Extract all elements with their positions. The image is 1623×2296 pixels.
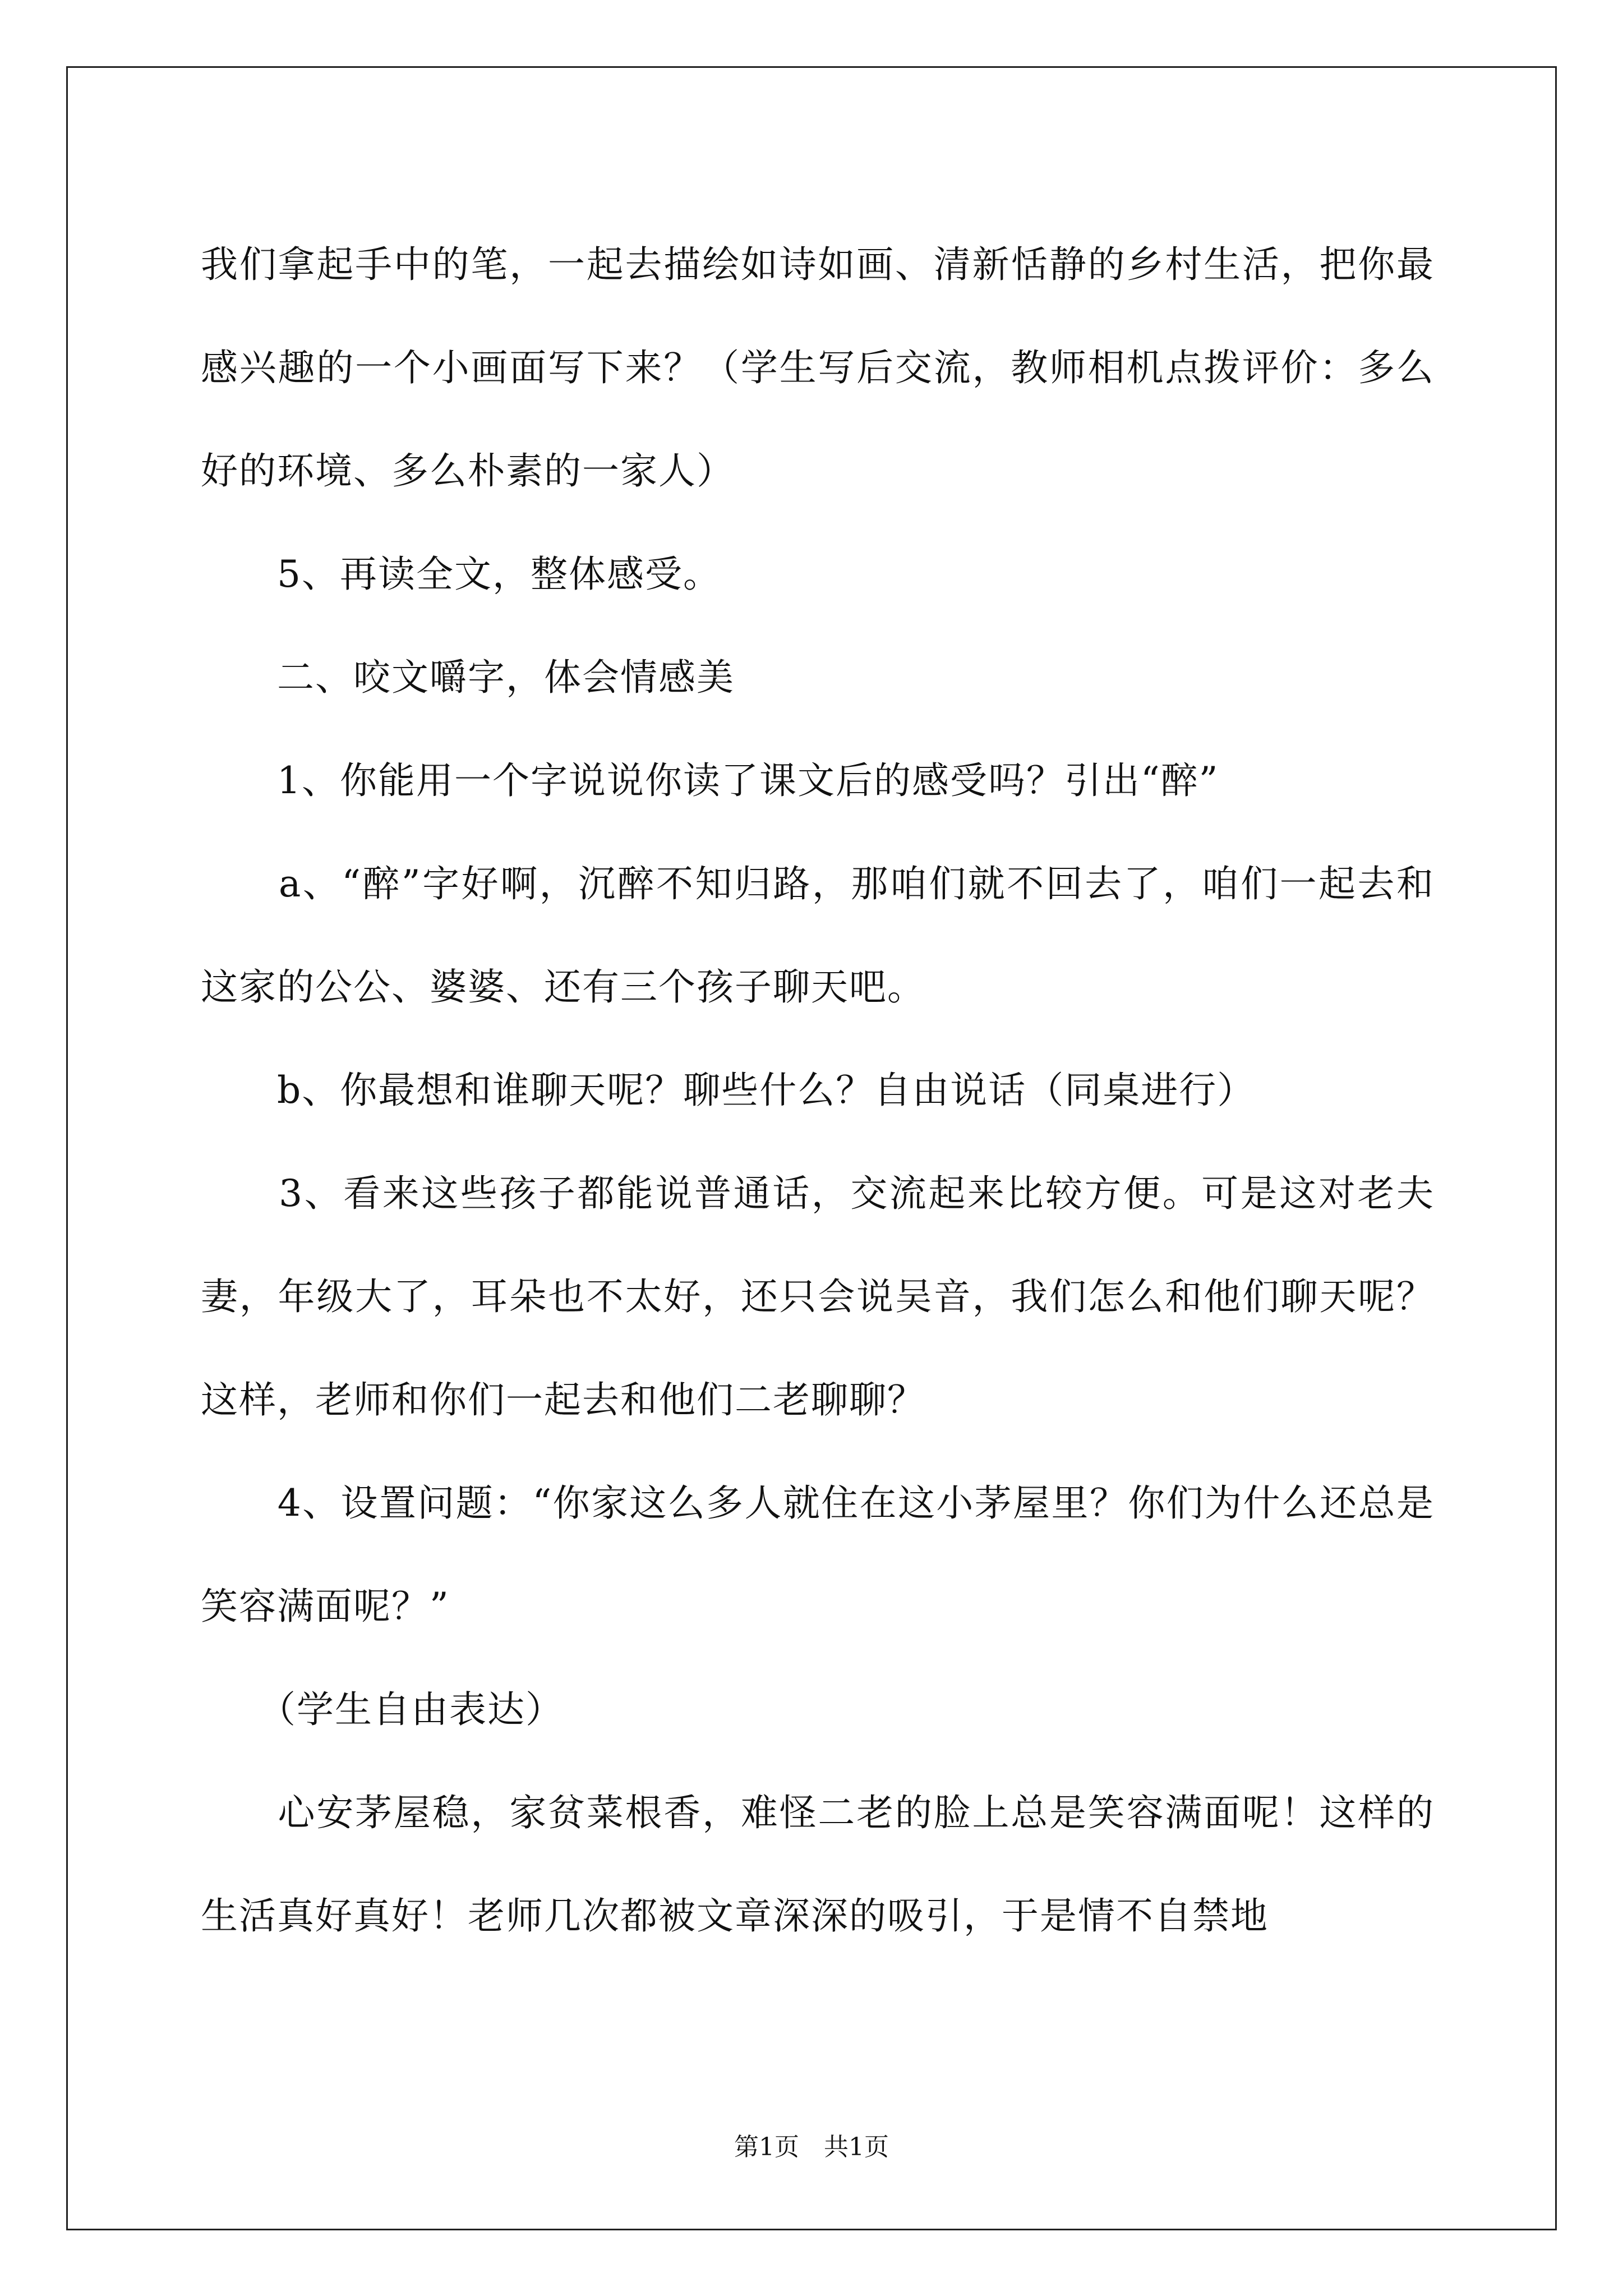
paragraph-8: 4、设置问题：“你家这么多人就住在这小茅屋里？你们为什么还总是笑容满面呢？” <box>201 1481 1435 1628</box>
paragraph-1: 我们拿起手中的笔，一起去描绘如诗如画、清新恬静的乡村生活，把你最感兴趣的一个小画面写下来？（学生写后交流，教师相机点拨评价：多么好的环境、多么朴素的一家人） <box>201 243 1435 493</box>
paragraph-3: 二、咬文嚼字，体会情感美 <box>201 656 735 699</box>
paragraph-10: 心安茅屋稳，家贫菜根香，难怪二老的脸上总是笑容满面呢！这样的生活真好真好！老师几次都被文章深深的吸引，于是情不自禁地 <box>201 1791 1435 1938</box>
page-footer: 第1页 共1页 <box>734 2133 889 2161</box>
paragraph-6: b、你最想和谁聊天呢？聊些什么？自由说话（同桌进行） <box>201 1069 1256 1112</box>
paragraph-5: a、“醉”字好啊，沉醉不知归路，那咱们就不回去了，咱们一起去和这家的公公、婆婆、还有三个孩子聊天吧。 <box>201 862 1435 1009</box>
paragraph-9: （学生自由表达） <box>201 1688 564 1731</box>
paragraph-7: 3、看来这些孩子都能说普通话，交流起来比较方便。可是这对老夫妻，年级大了，耳朵也不太好，还只会说吴音，我们怎么和他们聊天呢？这样，老师和你们一起去和他们二老聊聊？ <box>201 1172 1435 1421</box>
document-body <box>201 213 1435 1968</box>
paragraph-2: 5、再读全文，整体感受。 <box>201 553 721 596</box>
paragraph-4: 1、你能用一个字说说你读了课文后的感受吗？引出“醉” <box>201 759 1219 802</box>
